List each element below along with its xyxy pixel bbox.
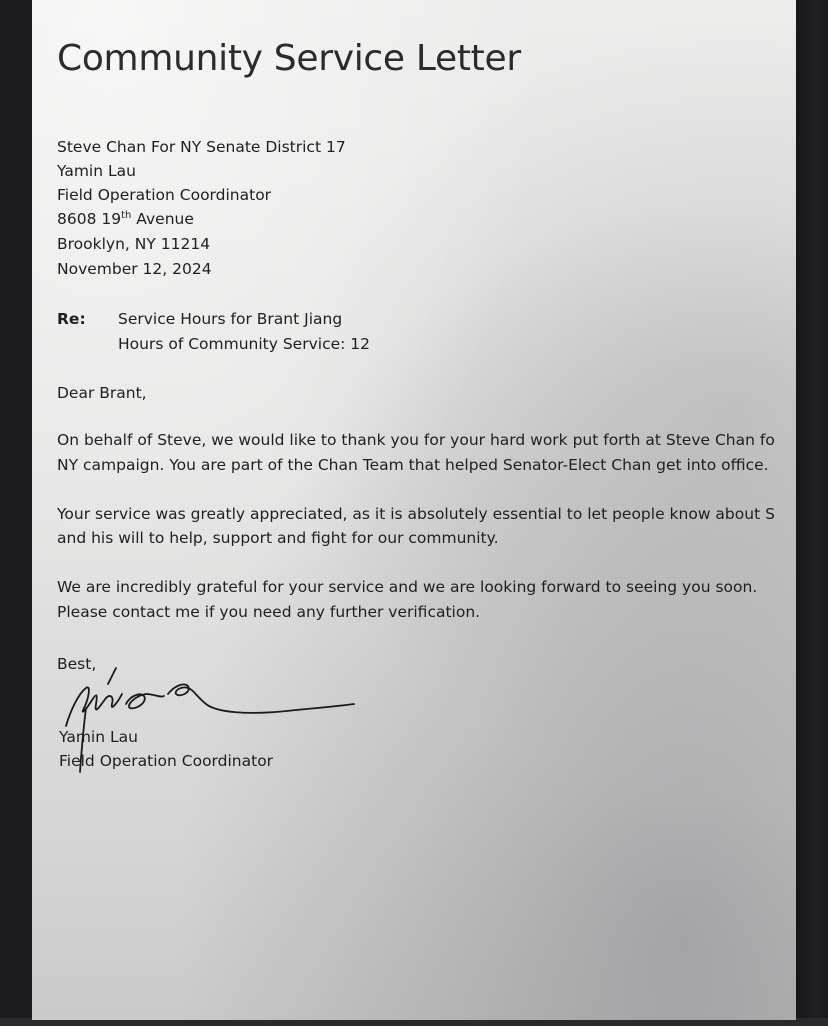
sender-city: Brooklyn, NY 11214	[57, 235, 211, 253]
letter-title: Community Service Letter	[57, 38, 521, 79]
sender-address	[57, 210, 194, 228]
letter-date: November 12, 2024	[57, 260, 212, 278]
paragraph-1-line-1: On behalf of Steve, we would like to thank you for your hard work put forth at Steve Chan fo	[57, 431, 775, 449]
sender-position: Field Operation Coordinator	[57, 186, 272, 204]
paragraph-3-line-2: Please contact me if you need any further verification.	[57, 603, 481, 621]
sender-name: Yamin Lau	[57, 162, 136, 180]
letter-page	[32, 0, 796, 1020]
paragraph-2-line-2: and his will to help, support and fight for our community.	[57, 529, 499, 547]
sender-organization: Steve Chan For NY Senate District 17	[57, 138, 346, 156]
address-ordinal: th	[121, 210, 132, 221]
re-line-2: Hours of Community Service: 12	[118, 335, 370, 353]
paragraph-3-line-1: We are incredibly grateful for your service and we are looking forward to seeing you soon.	[57, 578, 758, 596]
signer-name: Yamin Lau	[59, 728, 138, 746]
address-street: Avenue	[131, 210, 194, 228]
paragraph-2-line-1: Your service was greatly appreciated, as it is absolutely essential to let people know about S	[57, 505, 775, 523]
re-label: Re:	[57, 310, 86, 328]
closing: Best,	[57, 655, 97, 673]
salutation: Dear Brant,	[57, 384, 147, 402]
photo-border-right	[796, 0, 828, 1026]
signer-title: Field Operation Coordinator	[59, 752, 274, 770]
re-line-1: Service Hours for Brant Jiang	[118, 310, 343, 328]
address-number: 8608 19	[57, 210, 122, 228]
paragraph-1-line-2: NY campaign. You are part of the Chan Team that helped Senator-Elect Chan get into office.	[57, 456, 769, 474]
